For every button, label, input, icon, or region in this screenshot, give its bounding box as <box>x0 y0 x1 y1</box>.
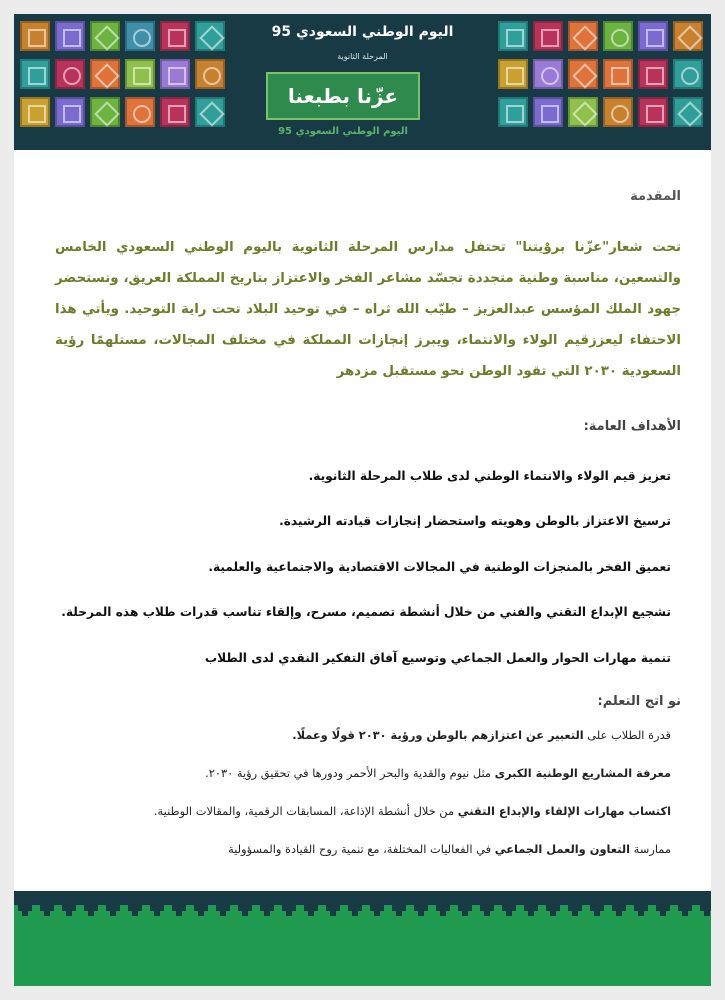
footer-step <box>564 899 586 905</box>
footer-step <box>132 911 138 916</box>
pattern-tile <box>20 59 50 89</box>
outcome-bold-text: التعاون والعمل الجماعي <box>494 842 631 856</box>
footer-step <box>528 911 534 916</box>
footer-step <box>304 905 318 911</box>
footer-step <box>524 905 538 911</box>
footer-step <box>102 899 124 905</box>
footer-step <box>370 905 384 911</box>
footer-top-bar <box>14 891 711 899</box>
pattern-tile <box>90 59 120 89</box>
header-subtitle: المرحلة الثانوية <box>337 52 388 61</box>
pattern-tile <box>673 97 703 127</box>
footer-step <box>700 905 711 911</box>
footer-step <box>660 911 666 916</box>
footer-step <box>682 911 688 916</box>
footer-step <box>190 899 212 905</box>
pattern-tile <box>533 59 563 89</box>
footer-step <box>608 899 630 905</box>
footer-step <box>286 911 292 916</box>
footer-step <box>484 911 490 916</box>
footer-step <box>674 899 696 905</box>
footer-step <box>498 899 520 905</box>
outcome-text: في الفعاليات المختلفة، مع تنمية روح القيادة والمسؤولية <box>228 842 495 856</box>
outcome-item <box>61 842 671 856</box>
outcome-item <box>61 804 671 818</box>
footer-step <box>410 899 432 905</box>
goal-item: تشجيع الإبداع التقني والفني من خلال أنشطة تصميم، مسرح، وإلقاء تناسب قدرات طلاب هذه المرحلة. <box>61 605 671 619</box>
slogan-logo <box>266 72 420 120</box>
pattern-tile <box>20 97 50 127</box>
document-page <box>14 14 711 986</box>
footer-step <box>154 911 160 916</box>
pattern-tile <box>55 97 85 127</box>
footer-step <box>124 899 146 905</box>
footer-step <box>612 905 626 911</box>
intro-heading: المقدمة <box>630 189 681 204</box>
footer-step <box>330 911 336 916</box>
footer-step <box>572 911 578 916</box>
footer-step <box>696 899 711 905</box>
goal-item: تنمية مهارات الحوار والعمل الجماعي وتوسيع آفاق التفكير النقدي لدى الطلاب <box>204 651 671 665</box>
pattern-tile <box>55 59 85 89</box>
footer-step <box>374 911 380 916</box>
footer-step <box>308 911 314 916</box>
pattern-tile <box>638 21 668 51</box>
outcomes-heading: نو اتج التعلم: <box>597 694 681 709</box>
footer-step <box>432 899 454 905</box>
slogan-logo-text: عزّنا بطبعنا <box>287 84 399 108</box>
outcome-item <box>61 766 671 780</box>
footer-step <box>18 905 32 911</box>
pattern-tile <box>498 59 528 89</box>
footer-step <box>414 905 428 911</box>
footer-step <box>234 899 256 905</box>
footer-step <box>634 905 648 911</box>
footer-step <box>392 905 406 911</box>
footer-step <box>14 899 36 905</box>
pattern-tile <box>603 59 633 89</box>
pattern-tile <box>638 59 668 89</box>
footer-step <box>326 905 340 911</box>
footer-step <box>480 905 494 911</box>
goal-item: ترسيخ الاعتزاز بالوطن وهويته واستحضار إنجازات قيادته الرشيدة. <box>279 514 671 528</box>
goals-heading: الأهداف العامة: <box>583 419 681 434</box>
pattern-tile <box>568 59 598 89</box>
footer-step <box>388 899 410 905</box>
footer-step <box>678 905 692 911</box>
footer-step <box>242 911 248 916</box>
footer-step <box>348 905 362 911</box>
footer-step <box>150 905 164 911</box>
footer-step <box>278 899 300 905</box>
footer-step <box>84 905 98 911</box>
footer-step <box>22 911 28 916</box>
footer-step <box>36 899 58 905</box>
footer-step <box>462 911 468 916</box>
outcome-item <box>61 728 671 742</box>
footer-step <box>418 911 424 916</box>
pattern-tile <box>55 21 85 51</box>
footer-step <box>630 899 652 905</box>
pattern-tile <box>533 97 563 127</box>
footer-step <box>436 905 450 911</box>
pattern-tile <box>498 97 528 127</box>
footer-step <box>520 899 542 905</box>
footer-step <box>256 899 278 905</box>
footer-step <box>616 911 622 916</box>
footer-step <box>542 899 564 905</box>
footer-step <box>264 911 270 916</box>
pattern-tile <box>125 21 155 51</box>
footer-pattern <box>14 891 711 986</box>
footer-step <box>128 905 142 911</box>
footer-step <box>238 905 252 911</box>
outcome-bold-text: معرفة المشاريع الوطنية الكبرى <box>494 766 671 780</box>
pattern-tile <box>20 21 50 51</box>
footer-step <box>366 899 388 905</box>
footer-step <box>88 911 94 916</box>
pattern-tile <box>195 97 225 127</box>
outcome-text: من خلال أنشطة الإذاعة، المسابقات الرقمية، والمقالات الوطنية. <box>153 804 458 818</box>
footer-step <box>198 911 204 916</box>
outcome-bold-text: التعبير عن اعتزازهم بالوطن ورؤية ٢٠٣٠ قولًا وعملًا. <box>292 728 584 742</box>
footer-step <box>282 905 296 911</box>
footer-step <box>502 905 516 911</box>
footer-step <box>62 905 76 911</box>
pattern-tile <box>673 21 703 51</box>
pattern-tile <box>638 97 668 127</box>
pattern-tile <box>568 97 598 127</box>
pattern-tile <box>90 97 120 127</box>
footer-step <box>344 899 366 905</box>
footer-step <box>458 905 472 911</box>
footer-step <box>194 905 208 911</box>
footer-step <box>300 899 322 905</box>
header-title: اليوم الوطني السعودي 95 <box>271 24 454 40</box>
footer-step <box>568 905 582 911</box>
pattern-tile <box>160 59 190 89</box>
footer-step <box>172 905 186 911</box>
header-banner <box>14 14 711 150</box>
pattern-tile <box>160 97 190 127</box>
footer-step <box>216 905 230 911</box>
pattern-tile <box>673 59 703 89</box>
footer-step <box>110 911 116 916</box>
pattern-tile <box>125 59 155 89</box>
footer-step <box>656 905 670 911</box>
footer-step <box>550 911 556 916</box>
footer-step <box>322 899 344 905</box>
pattern-tile <box>125 97 155 127</box>
outcome-text: قدرة الطلاب على <box>583 728 671 742</box>
footer-step <box>260 905 274 911</box>
footer-step <box>44 911 50 916</box>
footer-step <box>506 911 512 916</box>
goal-item: تعميق الفخر بالمنجزات الوطنية في المجالات الاقتصادية والاجتماعية والعلمية. <box>208 560 671 574</box>
footer-step <box>396 911 402 916</box>
pattern-tile <box>533 21 563 51</box>
footer-step <box>220 911 226 916</box>
footer-step <box>476 899 498 905</box>
pattern-tile <box>498 21 528 51</box>
footer-step <box>638 911 644 916</box>
footer-step <box>40 905 54 911</box>
pattern-tile <box>568 21 598 51</box>
pattern-tile <box>90 21 120 51</box>
footer-step <box>352 911 358 916</box>
footer-step <box>168 899 190 905</box>
footer-step <box>454 899 476 905</box>
footer-step <box>594 911 600 916</box>
footer-step <box>586 899 608 905</box>
footer-step <box>704 911 710 916</box>
footer-step <box>58 899 80 905</box>
footer-step <box>440 911 446 916</box>
pattern-tile <box>195 59 225 89</box>
pattern-tile <box>160 21 190 51</box>
footer-step <box>146 899 168 905</box>
footer-step <box>80 899 102 905</box>
goal-item: تعزيز قيم الولاء والانتماء الوطني لدى طلاب المرحلة الثانوية. <box>308 469 671 483</box>
footer-step <box>106 905 120 911</box>
footer-step <box>176 911 182 916</box>
footer-step <box>212 899 234 905</box>
outcome-text: ممارسة <box>630 842 671 856</box>
intro-paragraph: تحت شعار"عزّنا بروْيتنا" تحتفل مدارس المرحلة الثانوية باليوم الوطني السعودي الخامس والتسعين، مناسبة وطنية متجددة تجسّد مشاعر الفخر والاعتزاز بتاريخ المملكة العريق، وتستحضر جهود الملك المؤسس عبدالعزيز – طيّب الله ثراه – في توحيد البلاد تحت راية التوحيد. ويأتي هذا الاحتفاء ليعززقيم الولاء والانتماء، ويبرز إنجازات المملكة في مختلف المجالات، مستلهمًا رؤية السعودية ٢٠٣٠ التي تقود الوطن نحو مستقبل مزدهر <box>55 240 681 379</box>
slogan-logo-subtitle: اليوم الوطني السعودي 95 <box>278 126 408 137</box>
outcome-text: مثل نيوم والقدية والبحر الأحمر ودورها في تحقيق رؤية ٢٠٣٠. <box>205 766 495 780</box>
pattern-tile <box>603 97 633 127</box>
pattern-tile <box>603 21 633 51</box>
footer-step <box>652 899 674 905</box>
footer-step <box>66 911 72 916</box>
outcome-bold-text: اكتساب مهارات الإلقاء والإبداع التقني <box>457 804 671 818</box>
footer-step <box>546 905 560 911</box>
footer-step <box>590 905 604 911</box>
